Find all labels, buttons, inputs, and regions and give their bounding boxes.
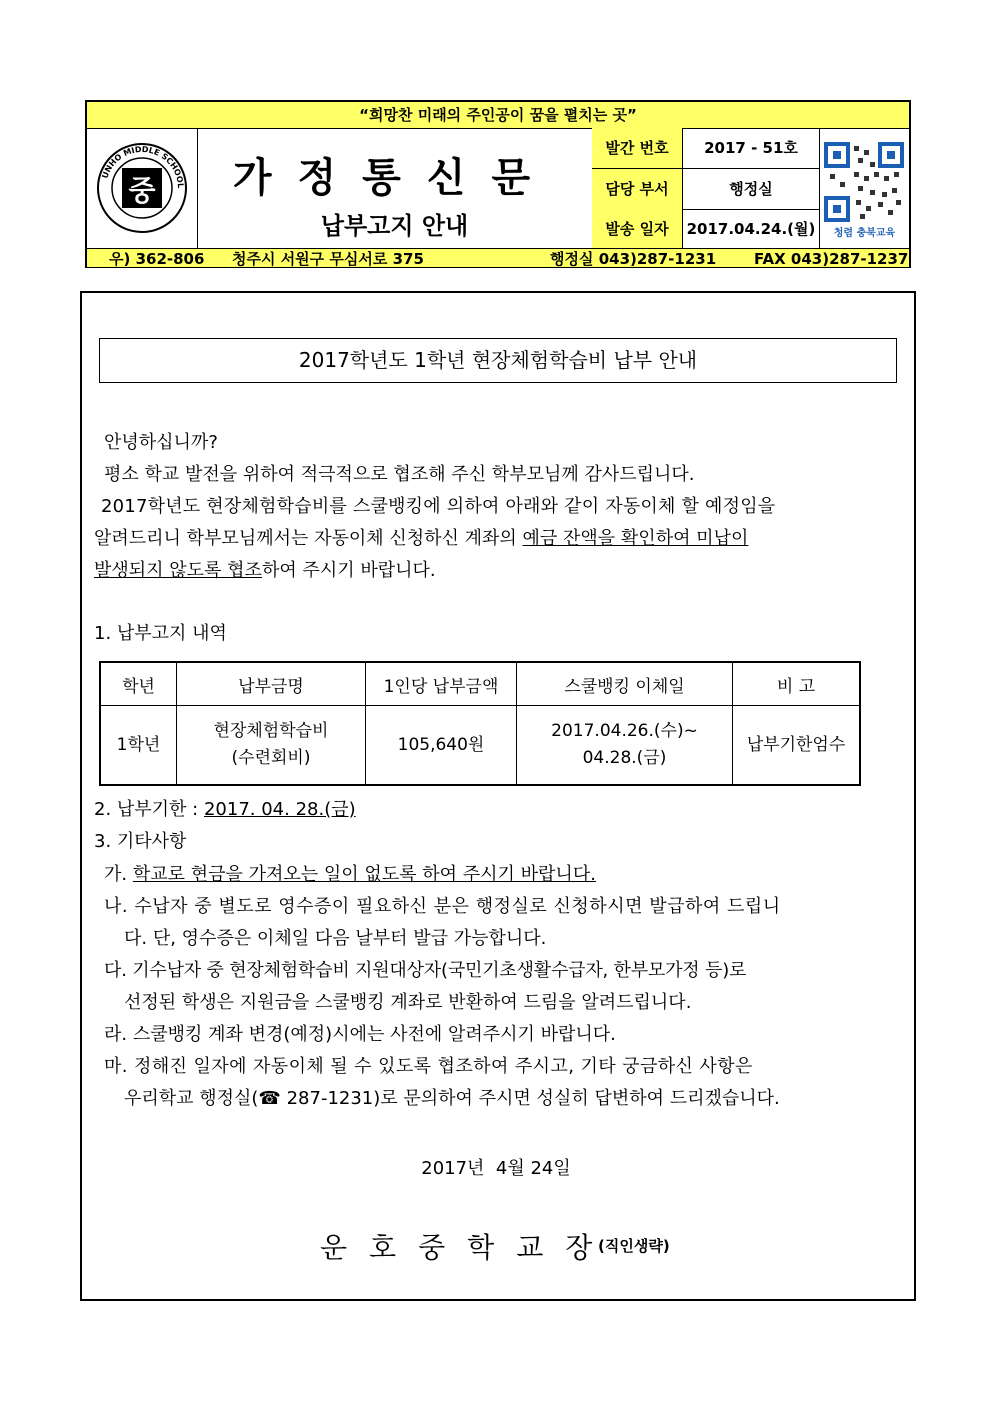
postal-code: 우) 362-806 — [109, 250, 205, 268]
paragraph-2-emphasis: 예금 잔액을 확인하여 미납이 — [522, 528, 749, 549]
office-phone: 행정실 043)287-1231 — [550, 250, 717, 268]
notice-title: 2017학년도 1학년 현장체험학습비 납부 안내 — [99, 338, 897, 383]
item-da-line-1: 다. 기수납자 중 현장체험학습비 지원대상자(국민기초생활수급자, 한부모가정 등)로 — [104, 960, 747, 981]
section-3-heading: 3. 기타사항 — [94, 831, 187, 852]
send-date-value: 2017.04.24.(월) — [683, 209, 820, 248]
school-logo-cell — [87, 128, 198, 248]
date-line-1: 2017.04.26.(수)~ — [551, 721, 698, 741]
street-address: 청주시 서원구 무심서로 375 — [232, 250, 424, 268]
department-value: 행정실 — [683, 169, 820, 210]
fee-name-line-1: 현장체험학습비 — [213, 721, 329, 741]
cell-note: 납부기한엄수 — [733, 706, 861, 786]
newsletter-header — [85, 100, 911, 268]
document-date: 2017년 4월 24일 — [421, 1158, 571, 1179]
item-ma-line-2: 우리학교 행정실(☎ 287-1231)로 문의하여 주시면 성실히 답변하여 드리겠습니다. — [124, 1088, 780, 1109]
cell-grade: 1학년 — [100, 706, 177, 786]
school-logo — [92, 138, 192, 238]
svg-text:UNHO MIDDLE SCHOOL: UNHO MIDDLE SCHOOL — [100, 144, 186, 189]
header-fee-name: 납부금명 — [177, 662, 366, 706]
deadline-label: 2. 납부기한 : — [94, 799, 204, 820]
department-label: 담당 부서 — [592, 169, 683, 210]
title-cell — [197, 128, 593, 248]
principal-signature: 운호중학교장 — [320, 1231, 615, 1264]
address-bar — [87, 248, 909, 267]
header-grade: 학년 — [100, 662, 177, 706]
issue-number-label: 발간 번호 — [592, 128, 683, 169]
section-2-deadline — [94, 799, 356, 821]
item-da-line-2: 선정된 학생은 지원금을 스쿨뱅킹 계좌로 반환하여 드림을 알려드립니다. — [124, 992, 692, 1013]
paragraph-1: 평소 학교 발전을 위하여 적극적으로 협조해 주신 학부모님께 감사드립니다. — [104, 464, 695, 485]
item-na-line-1: 나. 수납자 중 별도로 영수증이 필요하신 분은 행정실로 신청하시면 발급하여 드립니 — [104, 896, 781, 917]
item-na-line-2: 다. 단, 영수증은 이체일 다음 날부터 발급 가능합니다. — [124, 928, 547, 949]
issue-number-value: 2017 - 51호 — [683, 128, 820, 169]
fax-number: FAX 043)287-1237 — [754, 250, 909, 268]
item-ga-text: 학교로 현금을 가져오는 일이 없도록 하여 주시기 바랍니다. — [132, 864, 596, 885]
item-ra: 라. 스쿨뱅킹 계좌 변경(예정)시에는 사전에 알려주시기 바랍니다. — [104, 1024, 616, 1045]
paragraph-2-line-3 — [94, 560, 436, 582]
qr-cell — [820, 128, 909, 248]
qr-caption: 청렴 충북교육 — [833, 228, 896, 239]
svg-text:중: 중 — [128, 174, 156, 207]
paragraph-2-emphasis-2: 발생되지 않도록 협조 — [94, 560, 262, 581]
greeting: 안녕하십니까? — [104, 432, 218, 453]
cell-transfer-date — [517, 706, 733, 786]
item-ga-prefix: 가. — [104, 864, 133, 885]
item-ga — [104, 864, 596, 886]
paragraph-2-line-2 — [94, 528, 748, 550]
header-amount: 1인당 납부금액 — [366, 662, 517, 706]
table-row — [100, 706, 860, 786]
payment-table — [99, 661, 861, 786]
newsletter-subtitle: 납부고지 안내 — [320, 212, 469, 240]
school-motto: “희망찬 미래의 주인공이 꿈을 펼치는 곳” — [87, 102, 909, 129]
header-note: 비 고 — [733, 662, 861, 706]
cell-amount: 105,640원 — [366, 706, 517, 786]
item-ma-line-1: 마. 정해진 일자에 자동이체 될 수 있도록 협조하여 주시고, 기타 궁금하신 사항은 — [104, 1056, 753, 1077]
newsletter-title: 가정통신문 — [232, 155, 557, 201]
paragraph-2-text-2: 하여 주시기 바랍니다. — [261, 560, 436, 581]
header-transfer-date: 스쿨뱅킹 이체일 — [517, 662, 733, 706]
date-line-2: 04.28.(금) — [582, 748, 667, 768]
send-date-label: 발송 일자 — [592, 209, 683, 248]
deadline-date: 2017. 04. 28.(금) — [203, 799, 356, 820]
fee-name-line-2: (수련회비) — [231, 748, 311, 768]
seal-omitted-note: (직인생략) — [598, 1237, 670, 1255]
cell-fee-name — [177, 706, 366, 786]
table-header-row — [100, 662, 860, 706]
section-1-heading: 1. 납부고지 내역 — [94, 623, 227, 644]
qr-code-icon — [824, 142, 904, 222]
paragraph-2-line-1: 2017학년도 현장체험학습비를 스쿨뱅킹에 의하여 아래와 같이 자동이체 할 예정임을 — [101, 496, 776, 517]
paragraph-2-text: 알려드리니 학부모님께서는 자동이체 신청하신 계좌의 — [94, 528, 523, 549]
